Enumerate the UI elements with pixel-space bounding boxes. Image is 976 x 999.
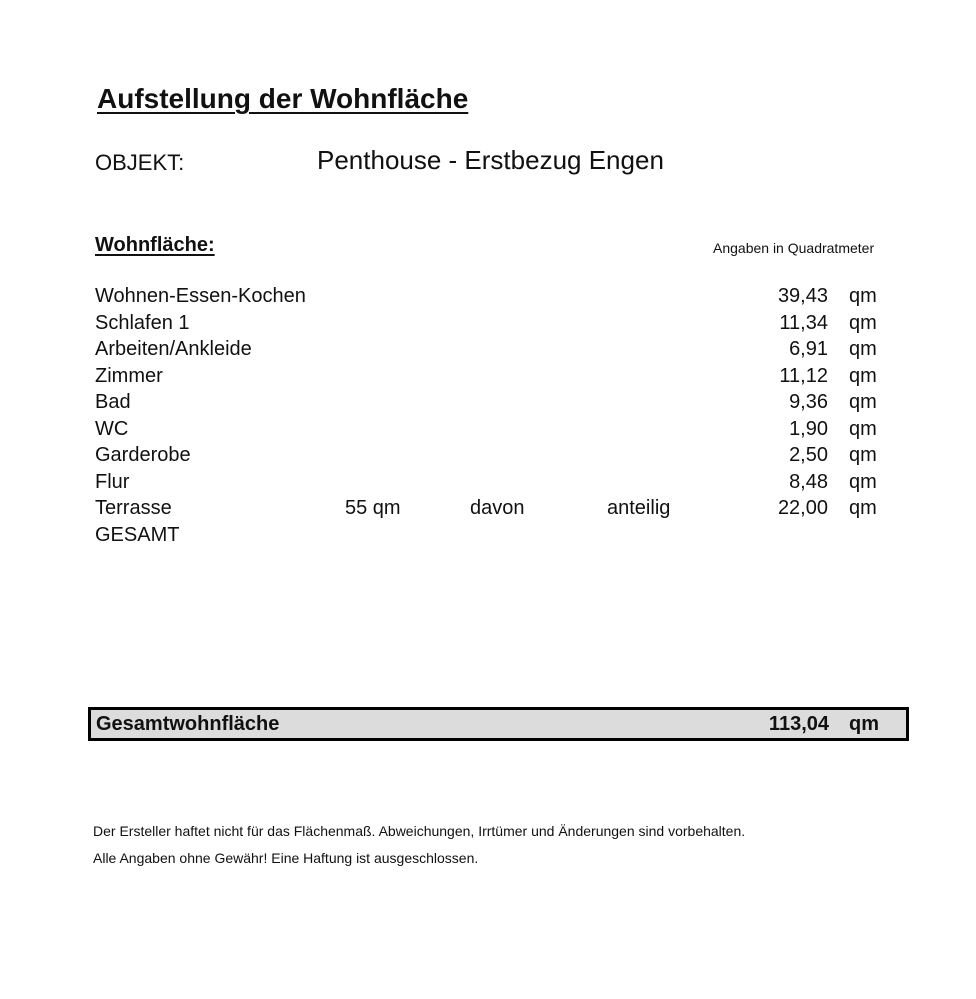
- room-unit: qm: [849, 311, 877, 334]
- total-unit: qm: [849, 713, 879, 735]
- room-unit: qm: [849, 391, 877, 413]
- room-row-arbeiten-ankleide: [0, 338, 976, 365]
- room-area: 1,90: [789, 417, 828, 440]
- disclaimer-line-1: Der Ersteller haftet nicht für das Flächenmaß. Abweichungen, Irrtümer und Änderungen sind vorbehalten.: [93, 823, 746, 839]
- units-note: Angaben in Quadratmeter: [713, 240, 875, 256]
- room-list: [0, 285, 976, 550]
- room-row-zimmer: [0, 365, 976, 392]
- room-area: 8,48: [789, 470, 828, 493]
- room-row-garderobe: [0, 444, 976, 471]
- room-row-terrasse: [0, 497, 976, 524]
- room-name: Bad: [95, 391, 131, 413]
- room-name: Flur: [95, 470, 130, 493]
- terrace-note-anteilig: anteilig: [607, 497, 671, 519]
- room-row-wohnen-essen-kochen: [0, 285, 976, 312]
- total-area-box: [88, 707, 909, 741]
- room-row-gesamt: [0, 524, 976, 551]
- room-unit: qm: [849, 497, 877, 519]
- terrace-note-davon: davon: [470, 497, 525, 519]
- room-name: GESAMT: [95, 523, 180, 546]
- room-unit: qm: [849, 364, 877, 387]
- total-value: 113,04: [768, 713, 829, 735]
- room-area: 6,91: [789, 338, 828, 360]
- room-area: 11,12: [779, 364, 828, 387]
- room-row-schlafen-1: [0, 312, 976, 339]
- terrace-total-area: 55 qm: [345, 497, 401, 519]
- room-unit: qm: [849, 470, 877, 493]
- room-unit: qm: [849, 417, 877, 440]
- room-row-flur: [0, 471, 976, 498]
- room-row-bad: [0, 391, 976, 418]
- room-name: Terrasse: [95, 497, 172, 519]
- room-area: 9,36: [789, 391, 828, 413]
- room-name: Arbeiten/Ankleide: [95, 338, 252, 360]
- document-title: Aufstellung der Wohnfläche: [97, 83, 469, 114]
- room-row-wc: [0, 418, 976, 445]
- room-name: Garderobe: [95, 444, 191, 466]
- room-unit: qm: [849, 285, 877, 307]
- room-name: Schlafen 1: [95, 311, 190, 334]
- room-name: WC: [95, 417, 129, 440]
- object-label: OBJEKT:: [95, 150, 185, 175]
- room-unit: qm: [849, 444, 877, 466]
- total-label: Gesamtwohnfläche: [96, 713, 280, 735]
- room-area: 22,00: [777, 497, 828, 519]
- room-unit: qm: [849, 338, 877, 360]
- object-value: Penthouse - Erstbezug Engen: [317, 145, 664, 175]
- room-area: 39,43: [777, 285, 828, 307]
- room-name: Wohnen-Essen-Kochen: [95, 285, 306, 307]
- room-area: 2,50: [789, 444, 828, 466]
- disclaimer-line-2: Alle Angaben ohne Gewähr! Eine Haftung ist ausgeschlossen.: [93, 850, 479, 866]
- room-area: 11,34: [779, 311, 828, 334]
- section-heading: Wohnfläche:: [95, 234, 215, 256]
- room-name: Zimmer: [95, 364, 163, 387]
